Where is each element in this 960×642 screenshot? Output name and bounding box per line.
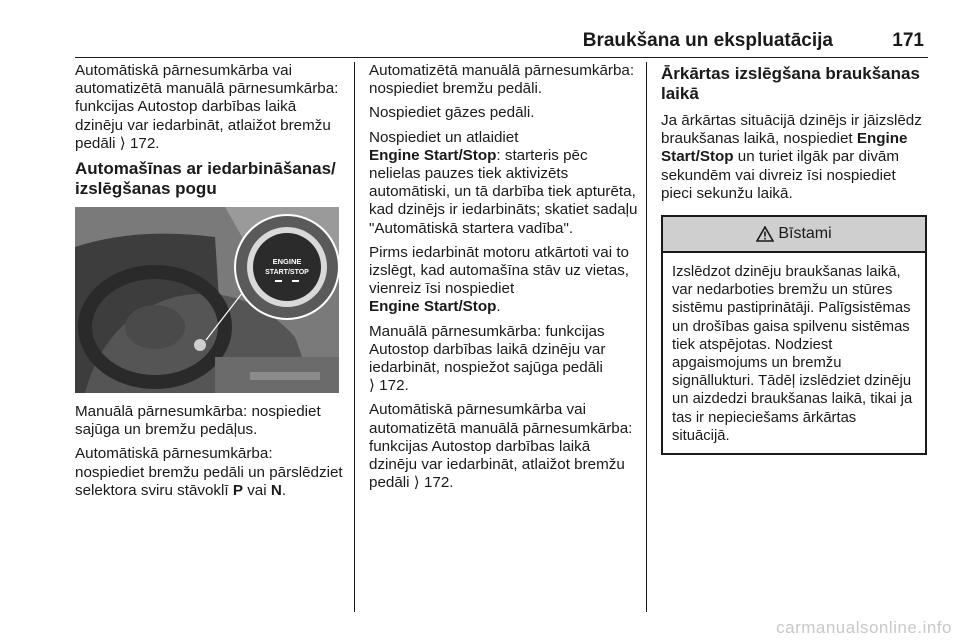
section-heading: Ārkārtas izslēgšana braukšanas laikā [661,64,920,103]
column-divider-1 [354,62,355,612]
start-stop-button-label: START/STOP [265,269,309,277]
cross-reference-arrow-icon: ⟩ [369,377,375,395]
warning-header [663,217,925,253]
paragraph: Manuālā pārnesumkārba: nospiediet sajūga un bremžu pedāļus. [75,403,321,439]
section-heading: Automašīnas ar iedarbināšanas/ izslēgšanas pogu [75,159,336,199]
warning-triangle-icon [756,226,774,242]
column-1 [75,62,343,506]
warning-text: Izslēdzot dzinēju braukšanas laikā, var nedarboties bremžu un stūres sistēmu pastiprinātāji. Palīgsistēmas un drošības gaisa spilvenu sistēmas tiek atspējotas. Nodziest apgaismojums un bremžu signāllukturi. Tādēļ izslēdziet dzinēju un aizdedzi braukšanas laikā, tikai ja tas ir nepieciešams ārkārtas situācijā. [672,264,913,444]
column-3 [661,62,931,455]
page-header [75,24,928,58]
paragraph: Automātiskā pārnesumkārba vai automatizētā manuālā pārnesumkārba: funkcijas Autostop darbības laikā dzinēju var iedarbināt, atlaižot bremžu pedāli ⟩ 172. [75,62,339,152]
column-2 [369,62,639,498]
cross-reference-arrow-icon: ⟩ [119,134,126,152]
paragraph: Automātiskā pārnesumkārba: nospiediet bremžu pedāli un pārslēdziet selektora sviru stāvoklī P vai N. [75,445,343,499]
paragraph: Automatizētā manuālā pārnesumkārba: nospiediet bremžu pedāli. [369,62,635,98]
engine-button-label: ENGINE [272,257,302,267]
column-divider-2 [646,62,647,612]
page-number: 171 [892,30,924,51]
paragraph: Manuālā pārnesumkārba: funkcijas Autostop darbības laikā dzinēju var iedarbināt, nospiežot sajūga pedāli ⟩ 172. [369,322,606,395]
engine-start-stop-illustration [75,207,339,393]
paragraph: Ja ārkārtas situācijā dzinējs ir jāizslēdz braukšanas laikā, nospiediet Engine Start/Stop un turiet ilgāk par divām sekundēm vai divreiz īsi nospiediet pieci sekunžu laikā. [661,112,922,202]
cross-reference[interactable]: 172. [423,474,454,492]
paragraph: Nospiediet gāzes pedāli. [369,104,535,122]
cross-reference[interactable]: 172. [129,134,160,152]
paragraph: Automātiskā pārnesumkārba vai automatizētā manuālā pārnesumkārba: funkcijas Autostop darbības laikā dzinēju var iedarbināt, atlaižot bremžu pedāli ⟩ 172. [369,401,633,492]
warning-box [661,215,927,455]
cross-reference[interactable]: 172. [379,377,409,395]
watermark: carmanualsonline.info [776,618,952,637]
paragraph: Pirms iedarbināt motoru atkārtoti vai to izslēgt, kad automašīna stāv uz vietas, vienreiz īsi nospiediet Engine Start/Stop. [369,243,630,316]
cross-reference-arrow-icon: ⟩ [413,474,420,492]
section-title: Braukšana un ekspluatācija [582,30,833,51]
paragraph: Nospiediet un atlaidiet Engine Start/Stop: starteris pēc nelielas pauzes tiek aktivizēts automātiski, un tā darbība tiek apturēta, kad dzinējs ir iedarbināts; skatiet sadaļu "Automātiskā startera vadība". [369,128,638,237]
warning-title: Bīstami [778,224,832,242]
